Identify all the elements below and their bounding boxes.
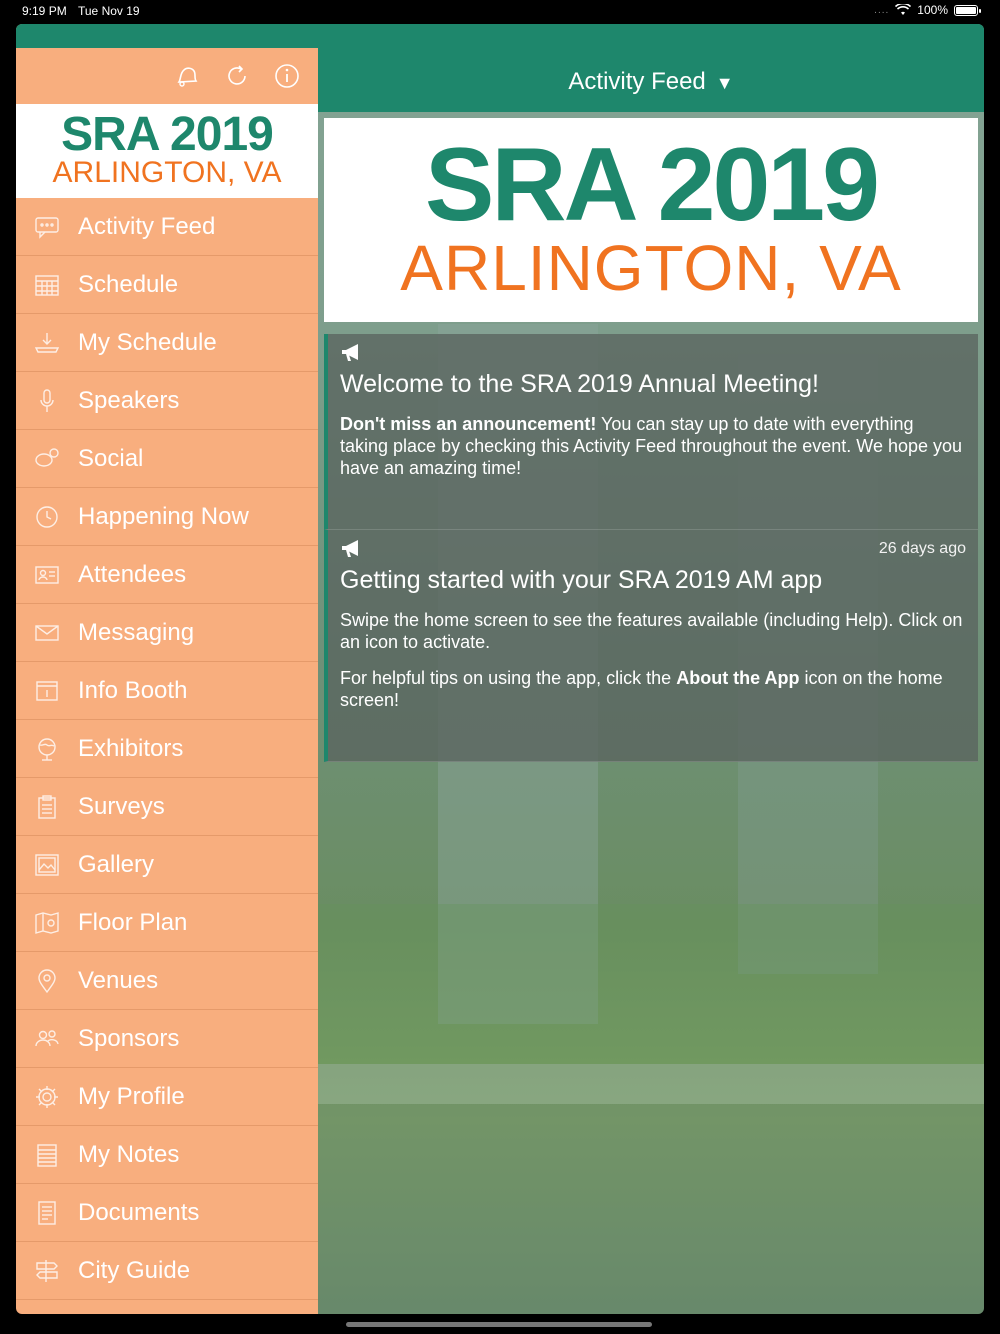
people-icon: [16, 1026, 78, 1052]
sidebar-item-label: Info Booth: [78, 676, 188, 704]
sidebar-item-attendees[interactable]: [16, 546, 318, 604]
card-body-bold: Don't miss an announcement!: [340, 414, 597, 434]
banner-title: SRA 2019: [425, 127, 877, 243]
sidebar-item-label: Gallery: [78, 850, 155, 878]
megaphone-icon: [340, 342, 364, 364]
my-schedule-icon: [16, 330, 78, 356]
sidebar-item-label: Activity Feed: [78, 212, 216, 240]
sidebar-toolbar: [16, 48, 318, 104]
sidebar-item-schedule[interactable]: [16, 256, 318, 314]
bell-icon[interactable]: [172, 61, 202, 91]
document-icon: [16, 1200, 78, 1226]
sidebar-item-venues[interactable]: [16, 952, 318, 1010]
status-time: 9:19 PM: [22, 4, 67, 18]
sidebar-item-activity-feed[interactable]: [16, 198, 318, 256]
sidebar-item-label: My Profile: [78, 1082, 185, 1110]
refresh-icon[interactable]: [222, 61, 252, 91]
gear-icon: [16, 1084, 78, 1110]
card-body-text: icon on the home screen!: [340, 668, 943, 710]
banner-location: ARLINGTON, VA: [400, 232, 902, 304]
card-title: Welcome to the SRA 2019 Annual Meeting!: [340, 370, 820, 398]
sidebar-item-happening-now[interactable]: [16, 488, 318, 546]
signpost-icon: [16, 1258, 78, 1284]
sidebar-logo-title: SRA 2019: [61, 108, 273, 161]
notes-icon: [16, 1142, 78, 1168]
sidebar-item-my-profile[interactable]: [16, 1068, 318, 1126]
battery-icon: [954, 5, 978, 16]
sidebar-item-label: Attendees: [78, 560, 187, 588]
sidebar-item-sponsors[interactable]: [16, 1010, 318, 1068]
sidebar-item-label: My Schedule: [78, 328, 217, 356]
sidebar-item-city-guide[interactable]: [16, 1242, 318, 1300]
sidebar-logo-location: ARLINGTON, VA: [52, 156, 282, 189]
status-date: Tue Nov 19: [78, 4, 140, 18]
map-icon: [16, 910, 78, 936]
card-header: [340, 538, 966, 560]
sidebar-item-label: Social: [78, 444, 144, 472]
battery-percent: 100%: [917, 3, 948, 17]
sidebar-item-gallery[interactable]: [16, 836, 318, 894]
sidebar-item-surveys[interactable]: [16, 778, 318, 836]
sidebar-item-my-schedule[interactable]: [16, 314, 318, 372]
card-body-text: For helpful tips on using the app, click the: [340, 668, 677, 688]
event-banner: [324, 118, 978, 322]
sidebar-item-label: Exhibitors: [78, 734, 184, 762]
chat-icon: [16, 214, 78, 240]
main-panel: [318, 24, 984, 1314]
home-indicator[interactable]: [346, 1322, 652, 1327]
sidebar-item-exhibitors[interactable]: [16, 720, 318, 778]
sidebar-logo: [16, 104, 318, 198]
sidebar-item-floor-plan[interactable]: [16, 894, 318, 952]
sidebar-item-documents[interactable]: [16, 1184, 318, 1242]
sidebar-item-speakers[interactable]: [16, 372, 318, 430]
sidebar-menu: [16, 198, 318, 1300]
card-title: Getting started with your SRA 2019 AM app: [340, 566, 823, 594]
sidebar-item-label: Schedule: [78, 270, 179, 298]
about-app-link: About the App: [676, 668, 800, 688]
card-body: [340, 413, 966, 479]
social-icon: [16, 446, 78, 472]
card-header: [340, 342, 966, 364]
envelope-icon: [16, 620, 78, 646]
sidebar-item-social[interactable]: [16, 430, 318, 488]
feed-selector[interactable]: [568, 68, 733, 96]
signal-dots: ....: [874, 4, 890, 16]
activity-feed: [324, 334, 978, 762]
wifi-icon: [895, 4, 911, 16]
sidebar-item-label: Venues: [78, 966, 159, 994]
status-right: [874, 3, 978, 17]
sidebar-item-label: Surveys: [78, 792, 165, 820]
sidebar-item-label: Floor Plan: [78, 908, 188, 936]
info-booth-icon: [16, 678, 78, 704]
clipboard-icon: [16, 794, 78, 820]
sidebar-item-label: Messaging: [78, 618, 195, 646]
id-card-icon: [16, 562, 78, 588]
sidebar-item-messaging[interactable]: [16, 604, 318, 662]
microphone-icon: [16, 388, 78, 414]
app-window: [16, 24, 984, 1314]
info-icon[interactable]: [272, 61, 302, 91]
sidebar-item-info-booth[interactable]: [16, 662, 318, 720]
pin-icon: [16, 968, 78, 994]
card-timestamp: 26 days ago: [878, 540, 966, 557]
page-title: Activity Feed: [568, 68, 706, 95]
sidebar-item-label: City Guide: [78, 1256, 191, 1284]
sidebar-top-strip: [16, 24, 318, 48]
sidebar-item-label: Speakers: [78, 386, 180, 414]
caret-down-icon: ▼: [715, 73, 734, 93]
feed-card[interactable]: [324, 334, 978, 530]
feed-card[interactable]: [324, 530, 978, 762]
sidebar-item-label: Sponsors: [78, 1024, 180, 1052]
sidebar-item-label: Happening Now: [78, 502, 249, 530]
card-body-text: You can stay up to date with everything taking place by checking this Activity Feed throughout the event. We hope you have an amazing time!: [340, 414, 963, 478]
clock-icon: [16, 504, 78, 530]
sidebar-item-label: Documents: [78, 1198, 200, 1226]
megaphone-icon: [340, 538, 364, 560]
picture-icon: [16, 852, 78, 878]
card-body: [340, 609, 966, 711]
sidebar: [16, 24, 318, 1314]
globe-icon: [16, 736, 78, 762]
status-bar: [0, 0, 1000, 22]
sidebar-item-label: My Notes: [78, 1140, 180, 1168]
top-bar: [318, 24, 984, 112]
calendar-icon: [16, 272, 78, 298]
sidebar-item-my-notes[interactable]: [16, 1126, 318, 1184]
card-paragraph: Swipe the home screen to see the features available (including Help). Click on an icon to activate.: [340, 610, 963, 652]
